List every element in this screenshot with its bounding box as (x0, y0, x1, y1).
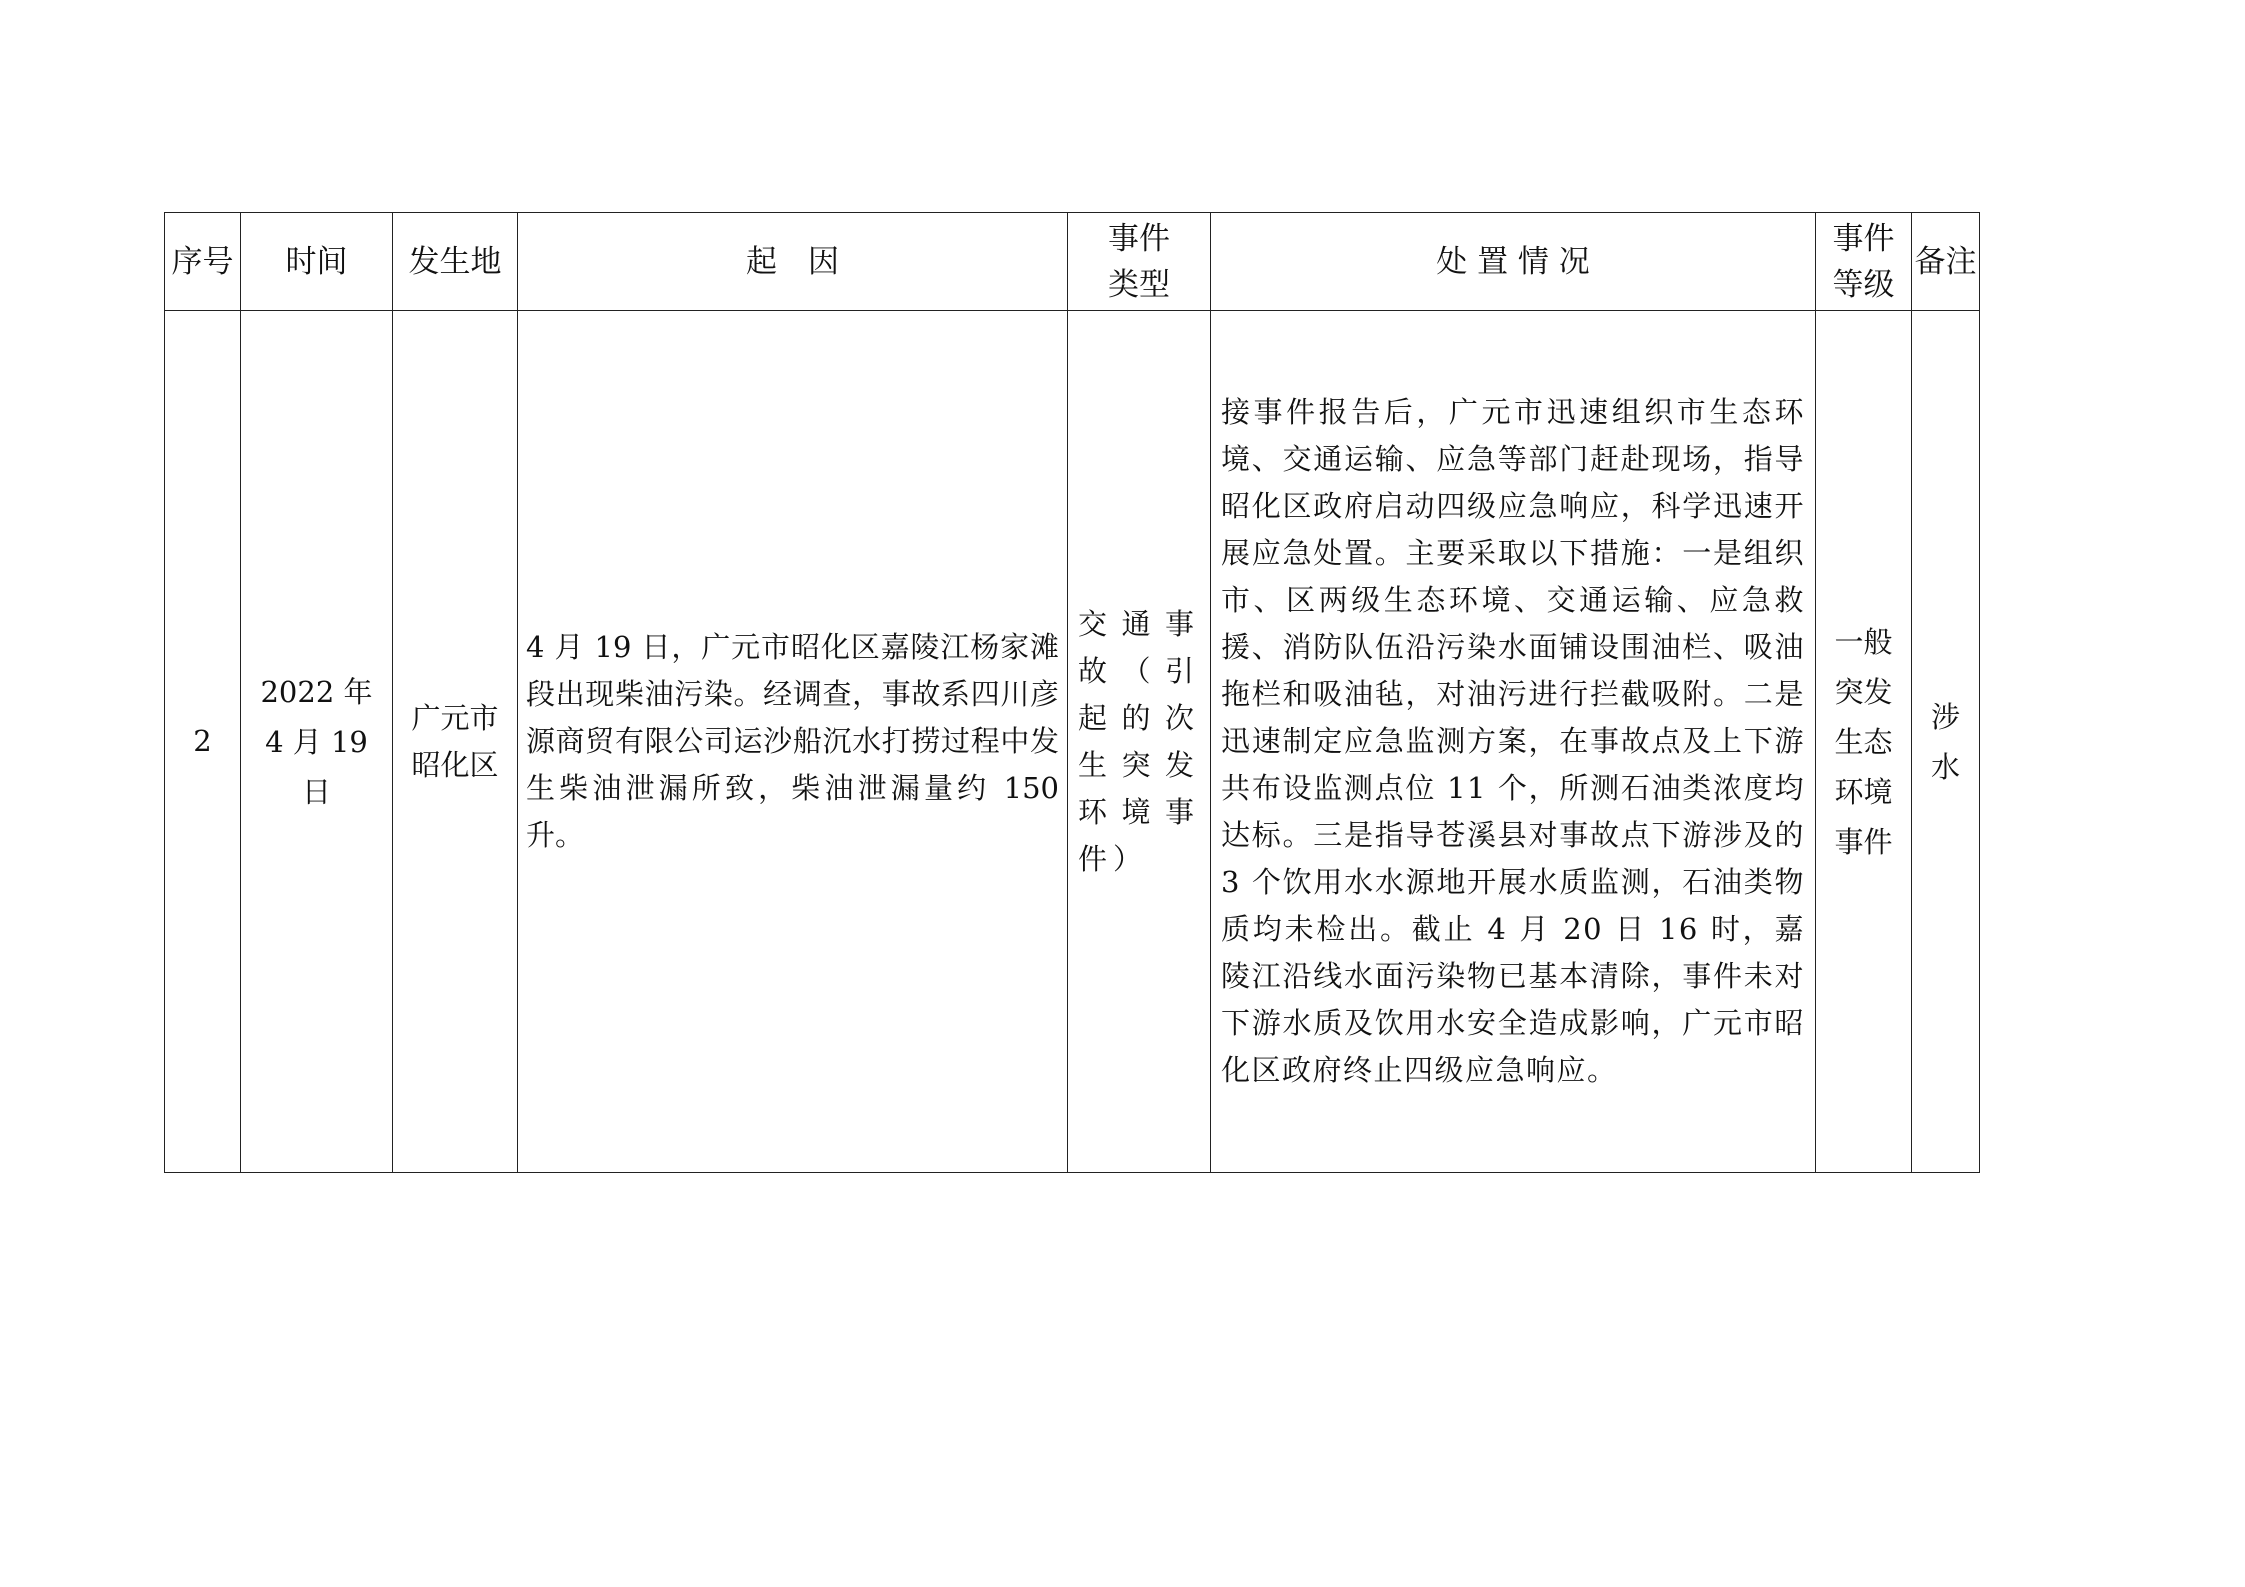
cell-cause: 4 月 19 日，广元市昭化区嘉陵江杨家滩段出现柴油污染。经调查，事故系四川彦源商贸有限公司运沙船沉水打捞过程中发生柴油泄漏所致，柴油泄漏量约 150 升。 (518, 311, 1068, 1173)
cell-handling: 接事件报告后，广元市迅速组织市生态环境、交通运输、应急等部门赶赴现场，指导昭化区政府启动四级应急响应，科学迅速开展应急处置。主要采取以下措施：一是组织市、区两级生态环境、交通运输、应急救援、消防队伍沿污染水面铺设围油栏、吸油拖栏和吸油毡，对油污进行拦截吸附。二是迅速制定应急监测方案，在事故点及上下游共布设监测点位 11 个，所测石油类浓度均达标。三是指导苍溪县对事故点下游涉及的 3 个饮用水水源地开展水质监测，石油类物质均未检出。截止 4 月 20 日 16 时，嘉陵江沿线水面污染物已基本清除，事件未对下游水质及饮用水安全造成影响，广元市昭化区政府终止四级应急响应。 (1211, 311, 1816, 1173)
cell-remark: 涉水 (1912, 311, 1980, 1173)
header-event-type: 事件类型 (1068, 213, 1211, 311)
header-location: 发生地 (393, 213, 518, 311)
header-time: 时间 (241, 213, 393, 311)
header-handling: 处 置 情 况 (1211, 213, 1816, 311)
cell-seq: 2 (165, 311, 241, 1173)
cell-event-type: 交通事故（引起的次生突发环境事件） (1068, 311, 1211, 1173)
cell-time: 2022 年 4 月 19 日 (241, 311, 393, 1173)
header-level: 事件等级 (1816, 213, 1912, 311)
incident-table (164, 212, 1980, 1173)
table-row (165, 311, 1980, 1173)
header-remark: 备注 (1912, 213, 1980, 311)
cell-level: 一般突发生态环境事件 (1816, 311, 1912, 1173)
header-seq: 序号 (165, 213, 241, 311)
cell-location: 广元市昭化区 (393, 311, 518, 1173)
header-row (165, 213, 1980, 311)
header-cause: 起 因 (518, 213, 1068, 311)
